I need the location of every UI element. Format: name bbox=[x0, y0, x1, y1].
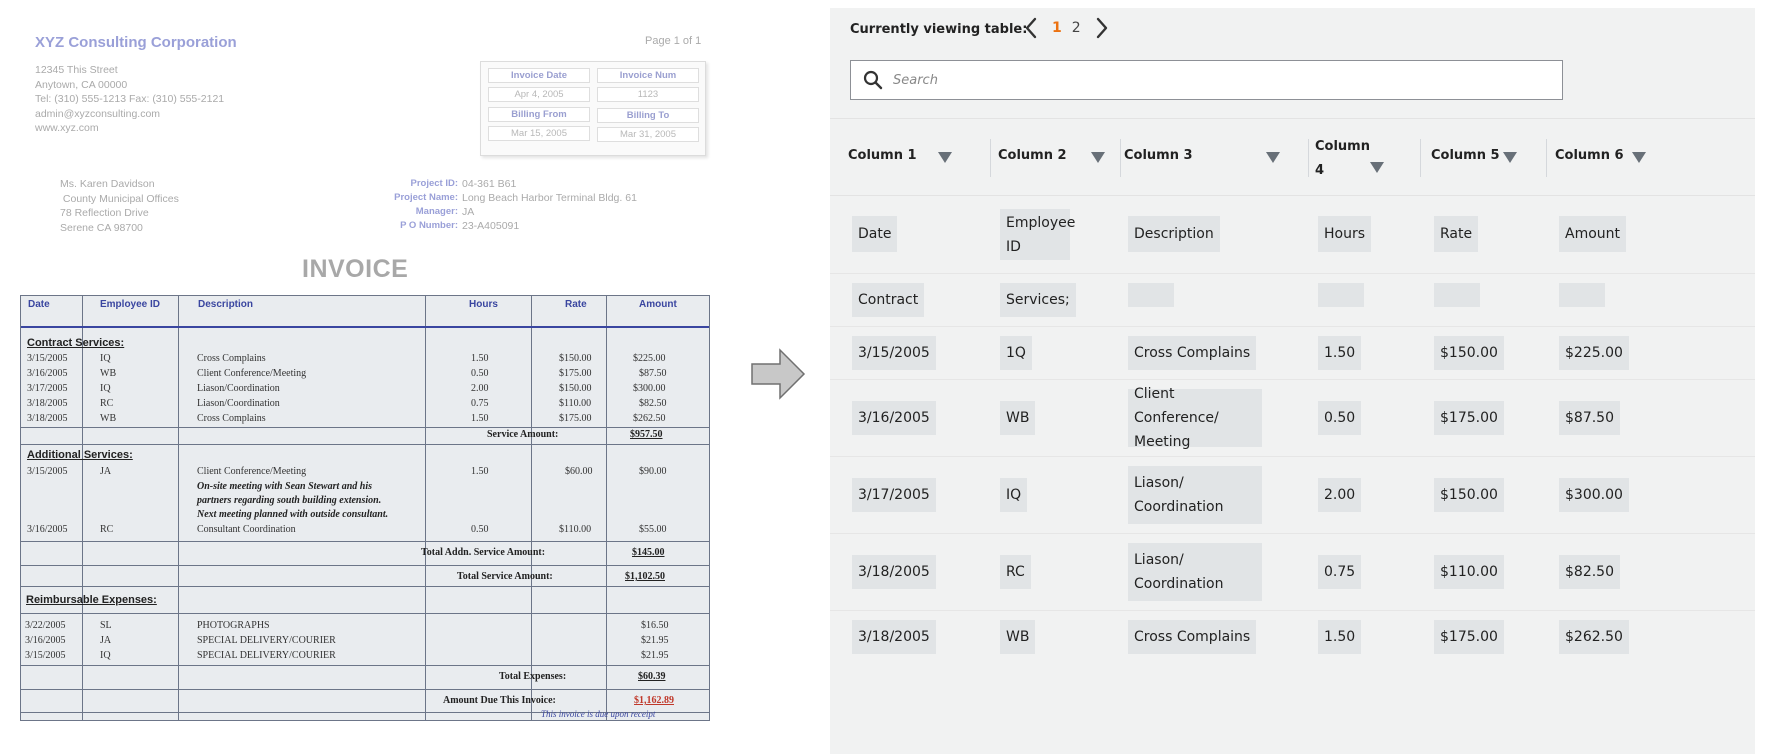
table-cell: Cross Complains bbox=[197, 413, 266, 424]
table-cell: 3/15/2005 bbox=[25, 650, 66, 661]
sort-dropdown-icon[interactable] bbox=[1091, 152, 1105, 163]
billing-from-label: Billing From bbox=[488, 107, 590, 122]
table-cell: 1.50 bbox=[1318, 336, 1361, 370]
table-cell: $82.50 bbox=[1559, 555, 1620, 589]
table-cell: $300.00 bbox=[1559, 478, 1629, 512]
table-cell: JA bbox=[100, 635, 112, 646]
table-row bbox=[830, 611, 1755, 666]
table-cell: Client Conference/Meeting bbox=[197, 368, 307, 379]
table-cell: $82.50 bbox=[639, 398, 667, 409]
sort-dropdown-icon[interactable] bbox=[1632, 152, 1646, 163]
table-row bbox=[830, 274, 1755, 327]
table-cell: WB bbox=[100, 368, 117, 379]
table-row bbox=[830, 534, 1755, 611]
table-cell: SPECIAL DELIVERY/COURIER bbox=[197, 650, 336, 661]
column-header-1[interactable] bbox=[830, 119, 990, 197]
table-cell: $150.00 bbox=[559, 353, 592, 364]
additional-note-line: On-site meeting with Sean Stewart and his bbox=[197, 481, 373, 492]
table-cell: 0.50 bbox=[471, 524, 489, 535]
table-cell: SL bbox=[100, 620, 112, 631]
section-heading: Reimbursable Expenses: bbox=[26, 594, 157, 606]
footer-note: This invoice is due upon receipt bbox=[541, 709, 656, 719]
table-cell: JA bbox=[100, 466, 112, 477]
table-cell: 2.00 bbox=[471, 383, 489, 394]
invoice-date-label: Invoice Date bbox=[488, 68, 590, 83]
table-cell: $225.00 bbox=[633, 353, 666, 364]
chevron-right-icon bbox=[1095, 17, 1109, 39]
chevron-left-icon bbox=[1024, 17, 1038, 39]
col-header-description: Description bbox=[198, 299, 254, 310]
company-name: XYZ Consulting Corporation bbox=[35, 34, 237, 51]
table-cell: RC bbox=[100, 524, 114, 535]
table-cell: 3/17/2005 bbox=[852, 478, 936, 512]
invoice-info-box bbox=[480, 61, 706, 156]
table-cell: 3/16/2005 bbox=[25, 635, 66, 646]
table-cell: SPECIAL DELIVERY/COURIER bbox=[197, 635, 336, 646]
table-cell: RC bbox=[1000, 555, 1031, 589]
table-cell: IQ bbox=[1000, 478, 1027, 512]
billing-to-value: Mar 31, 2005 bbox=[597, 127, 699, 142]
table-cell: 3/16/2005 bbox=[27, 524, 68, 535]
col-header-hours: Hours bbox=[469, 299, 498, 310]
table-cell: 0.75 bbox=[471, 398, 489, 409]
project-value: 23-A405091 bbox=[462, 220, 520, 232]
amount-due-value: $1,162.89 bbox=[634, 695, 674, 706]
table-cell: Cross Complains bbox=[1128, 336, 1256, 370]
table-cell: IQ bbox=[100, 650, 111, 661]
table-cell: Date bbox=[852, 216, 897, 252]
table-cell: $90.00 bbox=[639, 466, 667, 477]
sort-dropdown-icon[interactable] bbox=[1266, 152, 1280, 163]
total-addn-value: $145.00 bbox=[632, 547, 665, 558]
client-line: Serene CA 98700 bbox=[60, 221, 143, 234]
client-line: County Municipal Offices bbox=[60, 192, 179, 205]
table-cell: $175.00 bbox=[1434, 620, 1504, 654]
table-cell: Hours bbox=[1318, 216, 1371, 252]
billing-to-label: Billing To bbox=[597, 108, 699, 123]
table-cell: Liason/Coordination bbox=[197, 398, 280, 409]
table-cell: Liason/ Coordination bbox=[1128, 543, 1262, 601]
total-expenses-label: Total Expenses: bbox=[499, 671, 567, 682]
additional-note-line: Next meeting planned with outside consultant. bbox=[197, 509, 389, 520]
table-cell: Consultant Coordination bbox=[197, 524, 296, 535]
address-line: Tel: (310) 555-1213 Fax: (310) 555-2121 bbox=[35, 93, 225, 105]
table-cell bbox=[1434, 283, 1480, 307]
table-cell: IQ bbox=[100, 353, 111, 364]
table-row bbox=[830, 457, 1755, 534]
table-cell: $16.50 bbox=[641, 620, 669, 631]
table-cell: 3/18/2005 bbox=[27, 398, 68, 409]
address-line: Anytown, CA 00000 bbox=[35, 78, 128, 91]
table-cell: 0.50 bbox=[471, 368, 489, 379]
table-cell bbox=[1128, 283, 1174, 307]
table-cell: Services; bbox=[1000, 283, 1076, 317]
section-heading: Contract Services: bbox=[27, 337, 125, 349]
table-cell: $225.00 bbox=[1559, 336, 1629, 370]
table-cell: Employee ID bbox=[1000, 209, 1070, 260]
search-icon bbox=[863, 70, 883, 90]
table-cell: 3/15/2005 bbox=[27, 353, 68, 364]
sort-dropdown-icon[interactable] bbox=[1503, 152, 1517, 163]
search-box[interactable] bbox=[850, 60, 1563, 100]
address-line: www.xyz.com bbox=[35, 122, 99, 134]
column-header-label: Column 4 bbox=[1315, 139, 1370, 178]
column-header-2[interactable] bbox=[980, 119, 1110, 197]
column-header-label: Column 3 bbox=[1124, 148, 1193, 163]
amount-due-label: Amount Due This Invoice: bbox=[443, 695, 556, 706]
table-cell: 3/18/2005 bbox=[27, 413, 68, 424]
invoice-table bbox=[20, 295, 710, 721]
page-indicator: Page 1 of 1 bbox=[645, 35, 702, 47]
project-value: 04-361 B61 bbox=[462, 178, 517, 190]
service-amount-label: Service Amount: bbox=[487, 429, 559, 440]
table-cell: Description bbox=[1128, 216, 1220, 252]
billing-from-value: Mar 15, 2005 bbox=[488, 126, 590, 141]
table-cell: Cross Complains bbox=[1128, 620, 1256, 654]
table-cell: PHOTOGRAPHS bbox=[197, 620, 270, 631]
table-cell: IQ bbox=[100, 383, 111, 394]
table-cell: 3/22/2005 bbox=[25, 620, 66, 631]
table-cell: $110.00 bbox=[559, 524, 592, 535]
table-cell: $87.50 bbox=[639, 368, 667, 379]
total-service-value: $1,102.50 bbox=[625, 571, 665, 582]
table-cell: $262.50 bbox=[1559, 620, 1629, 654]
section-heading: Additional Services: bbox=[27, 449, 133, 461]
table-cell: RC bbox=[100, 398, 114, 409]
pagination bbox=[1020, 14, 1113, 42]
table-cell: WB bbox=[1000, 401, 1035, 435]
invoice-num-label: Invoice Num bbox=[597, 68, 699, 83]
project-value: JA bbox=[462, 206, 475, 218]
invoice-num-value: 1123 bbox=[597, 87, 699, 102]
column-header-label: Column 2 bbox=[998, 148, 1067, 163]
page-number-1[interactable]: 1 bbox=[1052, 20, 1062, 36]
table-cell: $110.00 bbox=[559, 398, 592, 409]
table-cell: 3/18/2005 bbox=[852, 620, 936, 654]
table-cell: 3/15/2005 bbox=[852, 336, 936, 370]
table-cell: Client Conference/Meeting bbox=[197, 466, 307, 477]
col-header-date: Date bbox=[28, 299, 50, 310]
company-address bbox=[35, 63, 224, 136]
column-header-3[interactable] bbox=[1106, 119, 1306, 197]
table-cell: $175.00 bbox=[1434, 401, 1504, 435]
table-cell: $55.00 bbox=[639, 524, 667, 535]
additional-note-line: partners regarding south building extension. bbox=[197, 495, 382, 506]
table-cell: $60.00 bbox=[565, 466, 593, 477]
table-cell: 1.50 bbox=[471, 353, 489, 364]
table-cell: Liason/Coordination bbox=[197, 383, 280, 394]
table-cell: $300.00 bbox=[633, 383, 666, 394]
table-cell: $150.00 bbox=[1434, 478, 1504, 512]
previous-page-button[interactable] bbox=[1020, 14, 1042, 42]
column-header-label: Column 1 bbox=[848, 148, 917, 163]
page-number-2[interactable]: 2 bbox=[1071, 20, 1081, 36]
table-cell: 3/17/2005 bbox=[27, 383, 68, 394]
table-cell: 1Q bbox=[1000, 336, 1032, 370]
table-cell: Rate bbox=[1434, 216, 1478, 252]
search-input[interactable] bbox=[893, 73, 1562, 88]
column-header-5[interactable] bbox=[1413, 119, 1533, 197]
total-expenses-value: $60.39 bbox=[638, 671, 666, 682]
project-values bbox=[462, 177, 637, 233]
transform-arrow-icon bbox=[750, 347, 806, 401]
table-cell: 1.50 bbox=[1318, 620, 1361, 654]
client-address bbox=[60, 177, 179, 235]
table-cell: $110.00 bbox=[1434, 555, 1504, 589]
table-row bbox=[830, 196, 1755, 274]
table-header bbox=[830, 118, 1755, 196]
invoice-title: INVOICE bbox=[302, 255, 409, 283]
table-cell: 0.75 bbox=[1318, 555, 1361, 589]
column-header-label: Column 5 bbox=[1431, 148, 1500, 163]
table-cell: 0.50 bbox=[1318, 401, 1361, 435]
next-page-button[interactable] bbox=[1091, 14, 1113, 42]
table-cell: $262.50 bbox=[633, 413, 666, 424]
viewer-toolbar bbox=[830, 8, 1755, 118]
column-header-6[interactable] bbox=[1537, 119, 1755, 197]
column-header-4[interactable] bbox=[1297, 119, 1407, 197]
total-addn-label: Total Addn. Service Amount: bbox=[421, 547, 546, 558]
address-line: admin@xyzconsulting.com bbox=[35, 107, 161, 120]
table-cell bbox=[1559, 283, 1605, 307]
table-cell: Liason/ Coordination bbox=[1128, 466, 1262, 524]
table-cell: $175.00 bbox=[559, 413, 592, 424]
table-viewer bbox=[830, 8, 1755, 754]
table-cell: 1.50 bbox=[471, 466, 489, 477]
project-label: Project Name: bbox=[394, 192, 458, 203]
table-cell: $150.00 bbox=[1434, 336, 1504, 370]
table-row bbox=[830, 327, 1755, 380]
table-cell: $21.95 bbox=[641, 635, 669, 646]
table-cell: Contract bbox=[852, 283, 924, 317]
table-cell: WB bbox=[100, 413, 117, 424]
project-labels bbox=[348, 177, 458, 233]
table-cell: $175.00 bbox=[559, 368, 592, 379]
table-cell: 1.50 bbox=[471, 413, 489, 424]
project-label: Project ID: bbox=[410, 178, 458, 189]
table-cell: WB bbox=[1000, 620, 1035, 654]
table-cell: 2.00 bbox=[1318, 478, 1361, 512]
service-amount-value: $957.50 bbox=[630, 429, 663, 440]
project-label: Manager: bbox=[415, 206, 458, 217]
col-header-employee-id: Employee ID bbox=[100, 299, 161, 310]
col-header-rate: Rate bbox=[565, 299, 587, 310]
sort-dropdown-icon[interactable] bbox=[1370, 162, 1384, 173]
invoice-date-value: Apr 4, 2005 bbox=[488, 87, 590, 102]
address-line: 12345 This Street bbox=[35, 64, 118, 76]
col-header-amount: Amount bbox=[639, 299, 677, 310]
table-cell: $150.00 bbox=[559, 383, 592, 394]
table-cell bbox=[1318, 283, 1364, 307]
column-header-label: Column 6 bbox=[1555, 148, 1624, 163]
invoice-document bbox=[0, 0, 720, 754]
table-cell: Amount bbox=[1559, 216, 1626, 252]
project-label: P O Number: bbox=[400, 220, 458, 231]
table-cell: $21.95 bbox=[641, 650, 669, 661]
table-cell: 3/15/2005 bbox=[27, 466, 68, 477]
table-cell: 3/16/2005 bbox=[852, 401, 936, 435]
sort-dropdown-icon[interactable] bbox=[938, 152, 952, 163]
viewer-title: Currently viewing table: bbox=[850, 22, 1028, 37]
project-value: Long Beach Harbor Terminal Bldg. 61 bbox=[462, 192, 637, 204]
table-cell: Cross Complains bbox=[197, 353, 266, 364]
table-cell: 3/18/2005 bbox=[852, 555, 936, 589]
table-cell: $87.50 bbox=[1559, 401, 1620, 435]
total-service-label: Total Service Amount: bbox=[457, 571, 553, 582]
table-cell: 3/16/2005 bbox=[27, 368, 68, 379]
table-cell: Client Conference/ Meeting bbox=[1128, 389, 1262, 447]
client-line: 78 Reflection Drive bbox=[60, 207, 149, 219]
table-row bbox=[830, 380, 1755, 457]
client-line: Ms. Karen Davidson bbox=[60, 178, 155, 190]
